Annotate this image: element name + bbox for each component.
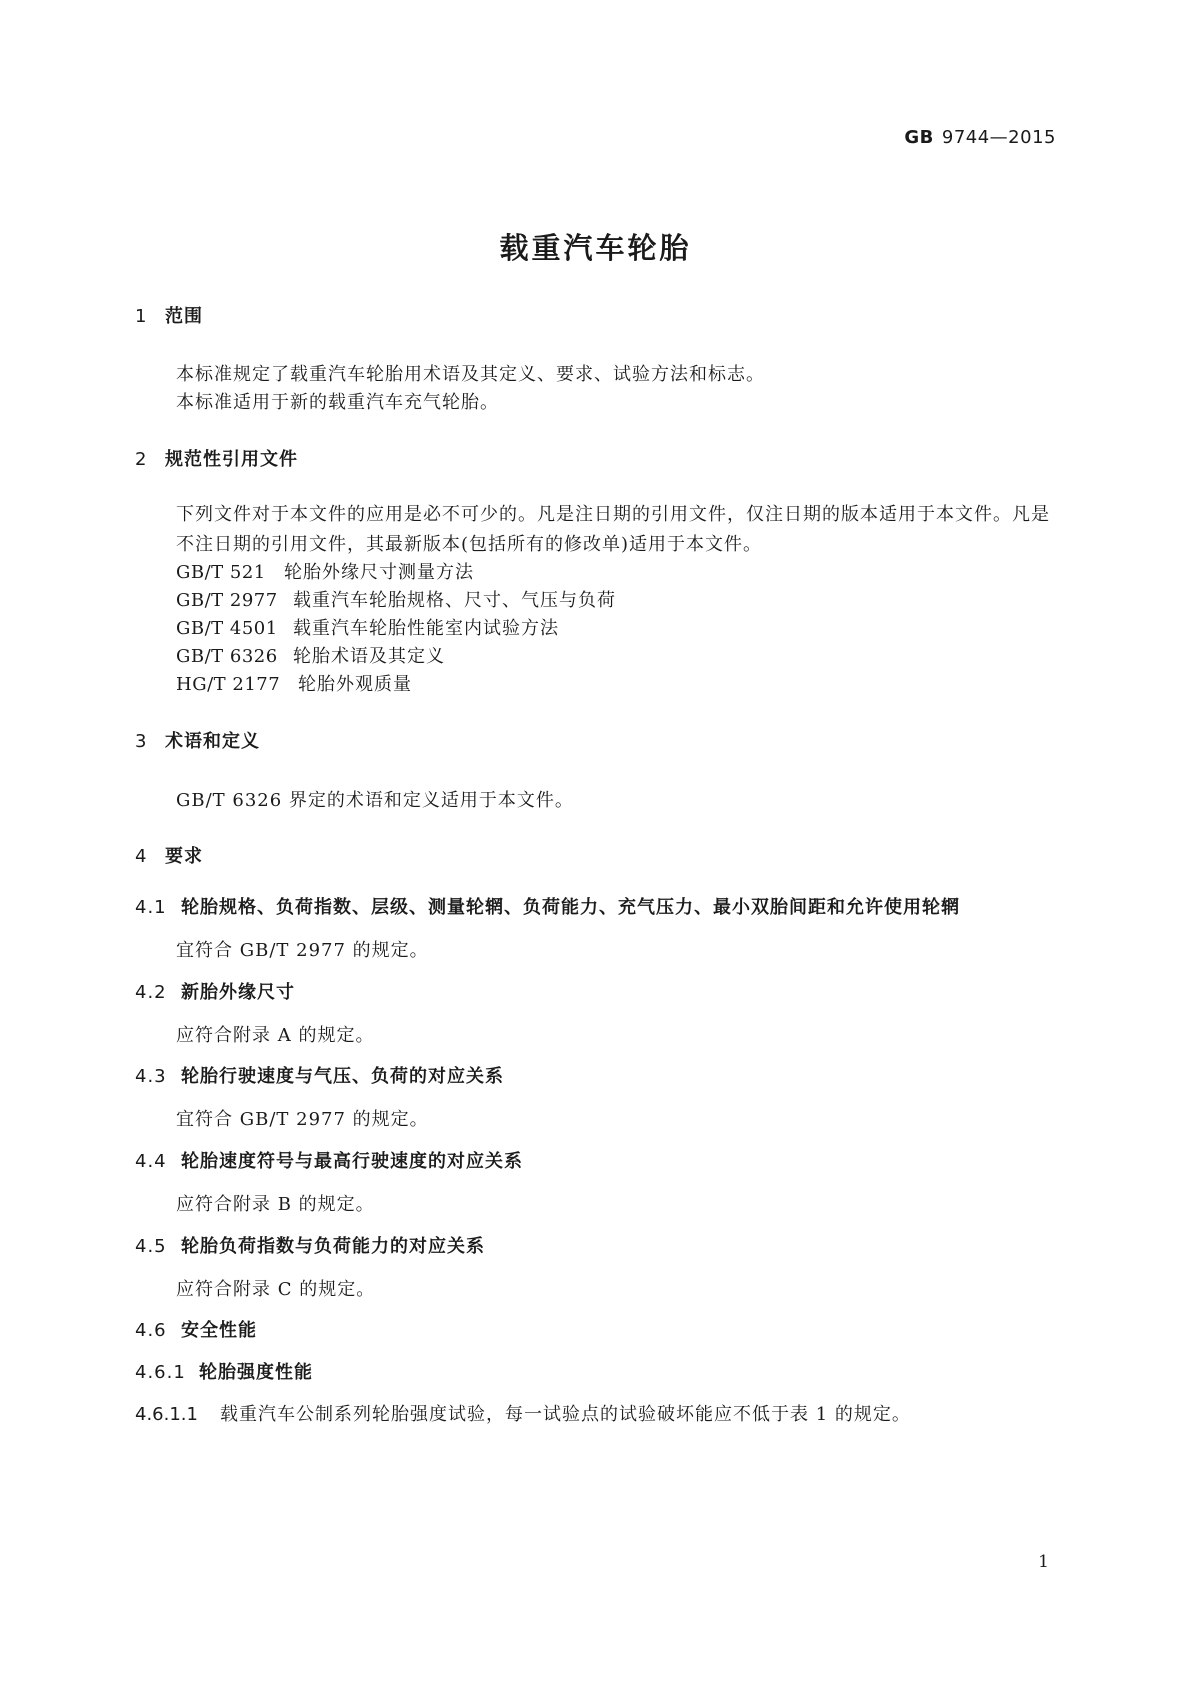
reference-code: GB/T 521 bbox=[176, 562, 266, 583]
paragraph-wrap bbox=[135, 500, 1056, 560]
section-number: 4 bbox=[135, 846, 148, 867]
section-number: 4.5 bbox=[135, 1236, 167, 1257]
reference-item bbox=[176, 558, 474, 584]
reference-name: 载重汽车轮胎性能室内试验方法 bbox=[293, 618, 559, 639]
reference-item bbox=[176, 614, 559, 640]
section-title: 轮胎负荷指数与负荷能力的对应关系 bbox=[181, 1236, 485, 1257]
page-number: 1 bbox=[1038, 1552, 1049, 1572]
reference-item bbox=[176, 670, 412, 696]
reference-code: GB/T 6326 bbox=[176, 646, 278, 667]
clause-text: 载重汽车公制系列轮胎强度试验，每一试验点的试验破坏能应不低于表 1 的规定。 bbox=[219, 1404, 911, 1425]
standard-prefix: GB bbox=[904, 127, 934, 148]
section-title: 轮胎规格、负荷指数、层级、测量轮辋、负荷能力、充气压力、最小双胎间距和允许使用轮辋 bbox=[181, 897, 960, 918]
document-title: 载重汽车轮胎 bbox=[499, 231, 692, 265]
section-heading-4 bbox=[135, 842, 203, 868]
reference-code: GB/T 4501 bbox=[176, 618, 278, 639]
subsection-heading-4-4 bbox=[135, 1147, 523, 1173]
subsection-heading-4-3 bbox=[135, 1062, 504, 1088]
section-number: 4.6.1 bbox=[135, 1362, 186, 1383]
reference-name: 轮胎外缘尺寸测量方法 bbox=[284, 562, 474, 583]
paragraph: 宜符合 GB/T 2977 的规定。 bbox=[176, 940, 429, 961]
section-heading-1 bbox=[135, 302, 203, 328]
reference-name: 轮胎外观质量 bbox=[298, 674, 412, 695]
section-number: 4.3 bbox=[135, 1066, 167, 1087]
section-title: 术语和定义 bbox=[165, 731, 260, 752]
reference-item bbox=[176, 586, 616, 612]
section-title: 轮胎行驶速度与气压、负荷的对应关系 bbox=[181, 1066, 504, 1087]
paragraph: 应符合附录 A 的规定。 bbox=[176, 1025, 375, 1046]
reference-name: 载重汽车轮胎规格、尺寸、气压与负荷 bbox=[293, 590, 616, 611]
paragraph: 本标准规定了载重汽车轮胎用术语及其定义、要求、试验方法和标志。 bbox=[176, 364, 765, 385]
section-number: 2 bbox=[135, 449, 148, 470]
standard-number: 9744—2015 bbox=[941, 127, 1056, 148]
paragraph: GB/T 6326 界定的术语和定义适用于本文件。 bbox=[176, 790, 574, 811]
paragraph: 应符合附录 B 的规定。 bbox=[176, 1194, 375, 1215]
section-number: 4.4 bbox=[135, 1151, 167, 1172]
reference-code: HG/T 2177 bbox=[176, 674, 281, 695]
paragraph: 本标准适用于新的载重汽车充气轮胎。 bbox=[176, 392, 499, 413]
clause-number: 4.6.1.1 bbox=[135, 1404, 198, 1425]
reference-name: 轮胎术语及其定义 bbox=[293, 646, 445, 667]
section-title: 范围 bbox=[165, 306, 203, 327]
paragraph: 应符合附录 C 的规定。 bbox=[176, 1279, 376, 1300]
section-number: 4.6 bbox=[135, 1320, 167, 1341]
section-heading-3 bbox=[135, 727, 260, 753]
section-title: 安全性能 bbox=[181, 1320, 257, 1341]
paragraph: 宜符合 GB/T 2977 的规定。 bbox=[176, 1109, 429, 1130]
section-number: 4.2 bbox=[135, 982, 167, 1003]
clause-4-6-1-1 bbox=[135, 1400, 911, 1426]
subsection-heading-4-6 bbox=[135, 1316, 257, 1342]
subsection-heading-4-2 bbox=[135, 978, 295, 1004]
section-title: 轮胎速度符号与最高行驶速度的对应关系 bbox=[181, 1151, 523, 1172]
section-number: 4.1 bbox=[135, 897, 167, 918]
reference-item bbox=[176, 642, 445, 668]
subsection-heading-4-1 bbox=[135, 893, 960, 919]
section-title: 要求 bbox=[165, 846, 203, 867]
section-title: 新胎外缘尺寸 bbox=[181, 982, 295, 1003]
section-number: 3 bbox=[135, 731, 148, 752]
section-title: 轮胎强度性能 bbox=[199, 1362, 313, 1383]
subsection-heading-4-5 bbox=[135, 1232, 485, 1258]
section-title: 规范性引用文件 bbox=[165, 449, 298, 470]
paragraph: 下列文件对于本文件的应用是必不可少的。凡是注日期的引用文件，仅注日期的版本适用于本文件。凡是不注日期的引用文件，其最新版本(包括所有的修改单)适用于本文件。 bbox=[176, 504, 1050, 555]
section-heading-2 bbox=[135, 445, 298, 471]
section-number: 1 bbox=[135, 306, 148, 327]
subsection-heading-4-6-1 bbox=[135, 1358, 313, 1384]
reference-code: GB/T 2977 bbox=[176, 590, 278, 611]
standard-code bbox=[904, 127, 1056, 148]
